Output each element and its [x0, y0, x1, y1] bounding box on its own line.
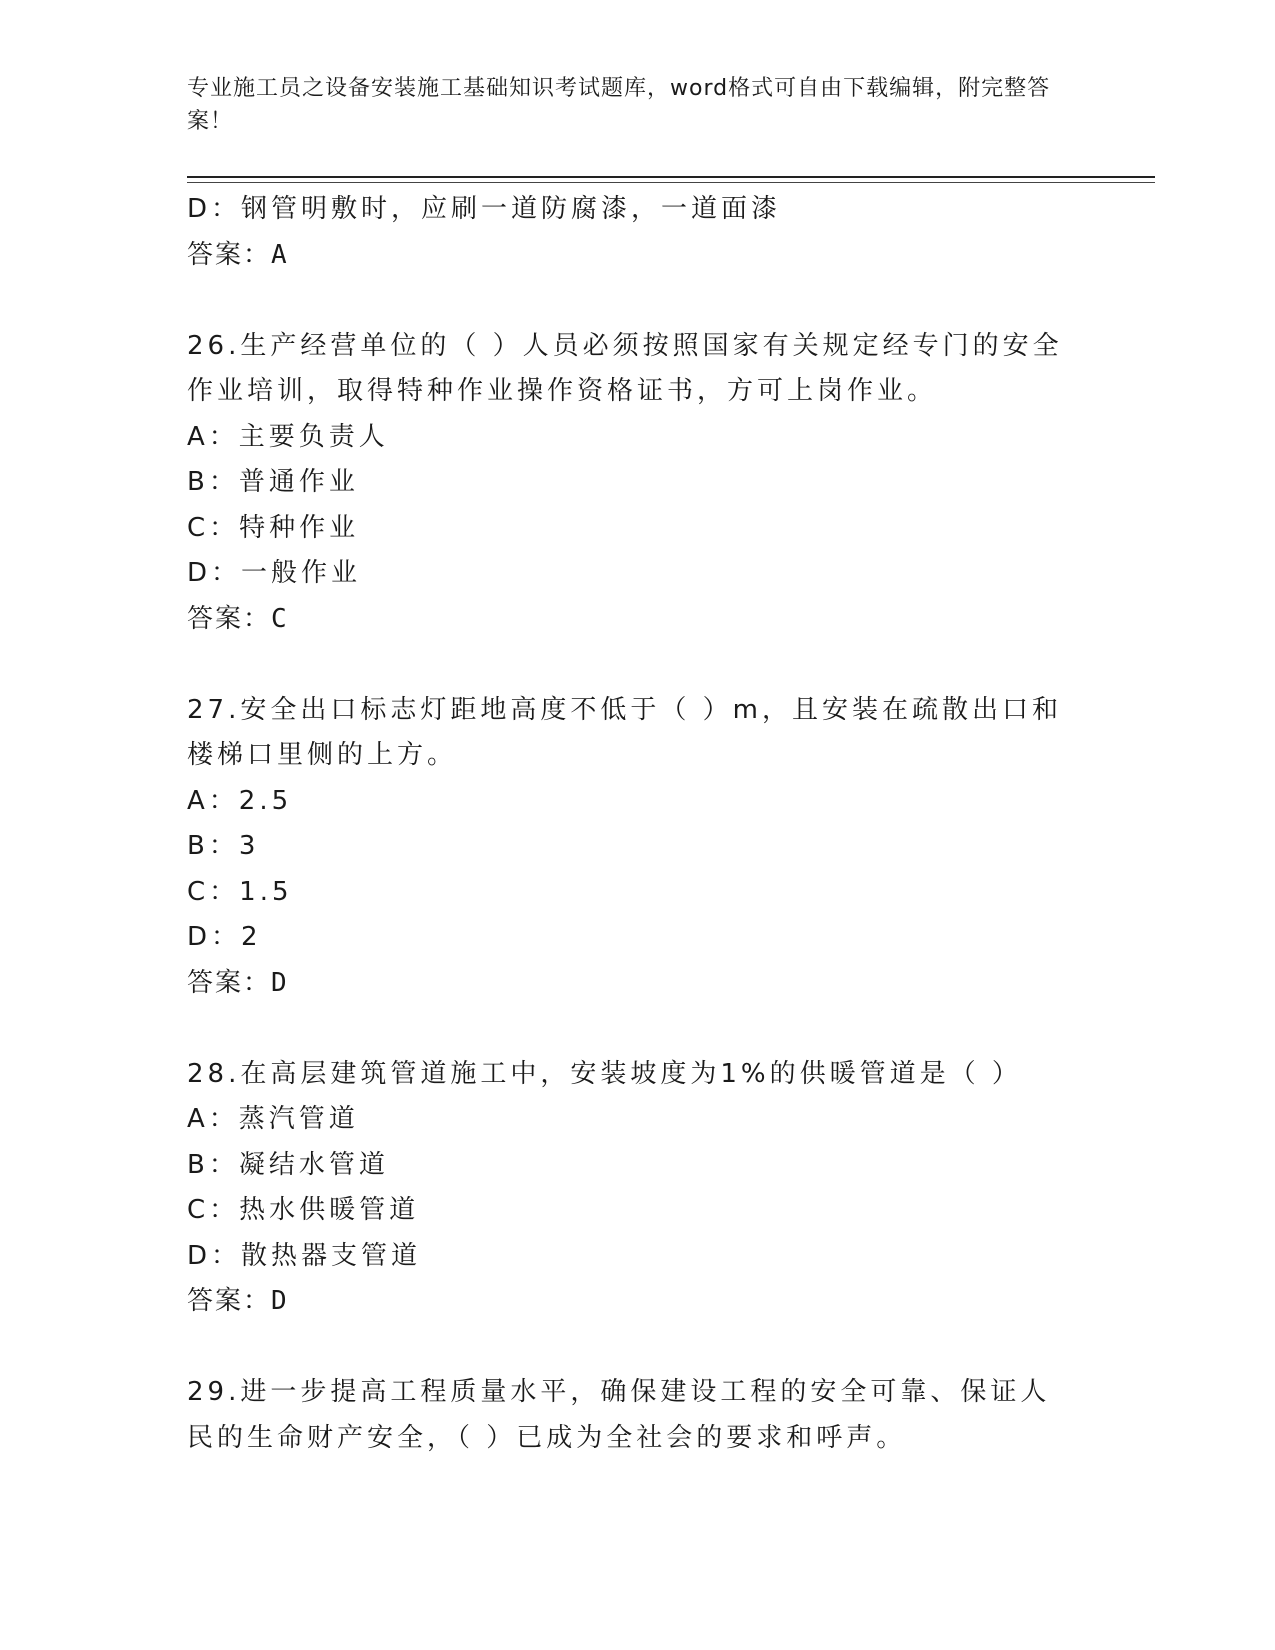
question-28 [187, 1052, 1077, 1325]
answer-label: 答案： [187, 1286, 272, 1316]
question-stem: 29.进一步提高工程质量水平，确保建设工程的安全可靠、保证人民的生命财产安全，（ ）已成为全社会的要求和呼声。 [187, 1377, 1051, 1453]
spacer [187, 642, 1077, 688]
answer-value: C [271, 603, 289, 634]
option-a: A：2.5 [187, 785, 293, 816]
option-d: D：一般作业 [187, 558, 362, 588]
answer-label: 答案： [187, 603, 272, 634]
answer-line [187, 233, 1077, 279]
answer-line [187, 1279, 1077, 1325]
option-d: D：2 [187, 922, 262, 952]
question-29 [187, 1370, 1077, 1461]
option-a: A：蒸汽管道 [187, 1104, 359, 1134]
option-b: B：凝结水管道 [187, 1149, 389, 1180]
option-b: B：普通作业 [187, 467, 359, 497]
answer-value: D [271, 1286, 289, 1316]
document-header [187, 72, 1077, 138]
spacer [187, 278, 1077, 324]
option-b: B：3 [187, 831, 260, 861]
answer-label: 答案： [187, 239, 272, 270]
header-divider-thin [187, 182, 1155, 183]
header-title: 专业施工员之设备安装施工基础知识考试题库，word格式可自由下载编辑，附完整答案！ [187, 76, 1051, 134]
answer-line [187, 961, 1077, 1007]
option-c: C：特种作业 [187, 512, 360, 543]
spacer [187, 1325, 1077, 1371]
option-d: D：散热器支管道 [187, 1240, 422, 1271]
answer-value: A [271, 239, 289, 270]
option-c: C：1.5 [187, 876, 293, 907]
answer-value: D [271, 967, 289, 998]
answer-label: 答案： [187, 967, 272, 998]
question-stem: 28.在高层建筑管道施工中，安装坡度为1%的供暖管道是（ ） [187, 1058, 1022, 1089]
option-d: D：钢管明敷时，应刷一道防腐漆，一道面漆 [187, 194, 782, 224]
header-divider-thick [187, 176, 1155, 178]
option-a: A：主要负责人 [187, 421, 389, 452]
question-list [187, 187, 1077, 1461]
question-27 [187, 688, 1077, 1007]
question-stem: 26.生产经营单位的（ ）人员必须按照国家有关规定经专门的安全作业培训，取得特种作业操作资格证书，方可上岗作业。 [187, 330, 1063, 406]
option-c: C：热水供暖管道 [187, 1195, 420, 1225]
answer-line [187, 597, 1077, 643]
question-stem: 27.安全出口标志灯距地高度不低于（ ）m，且安装在疏散出口和楼梯口里侧的上方。 [187, 694, 1062, 770]
spacer [187, 1006, 1077, 1052]
question-26 [187, 324, 1077, 643]
